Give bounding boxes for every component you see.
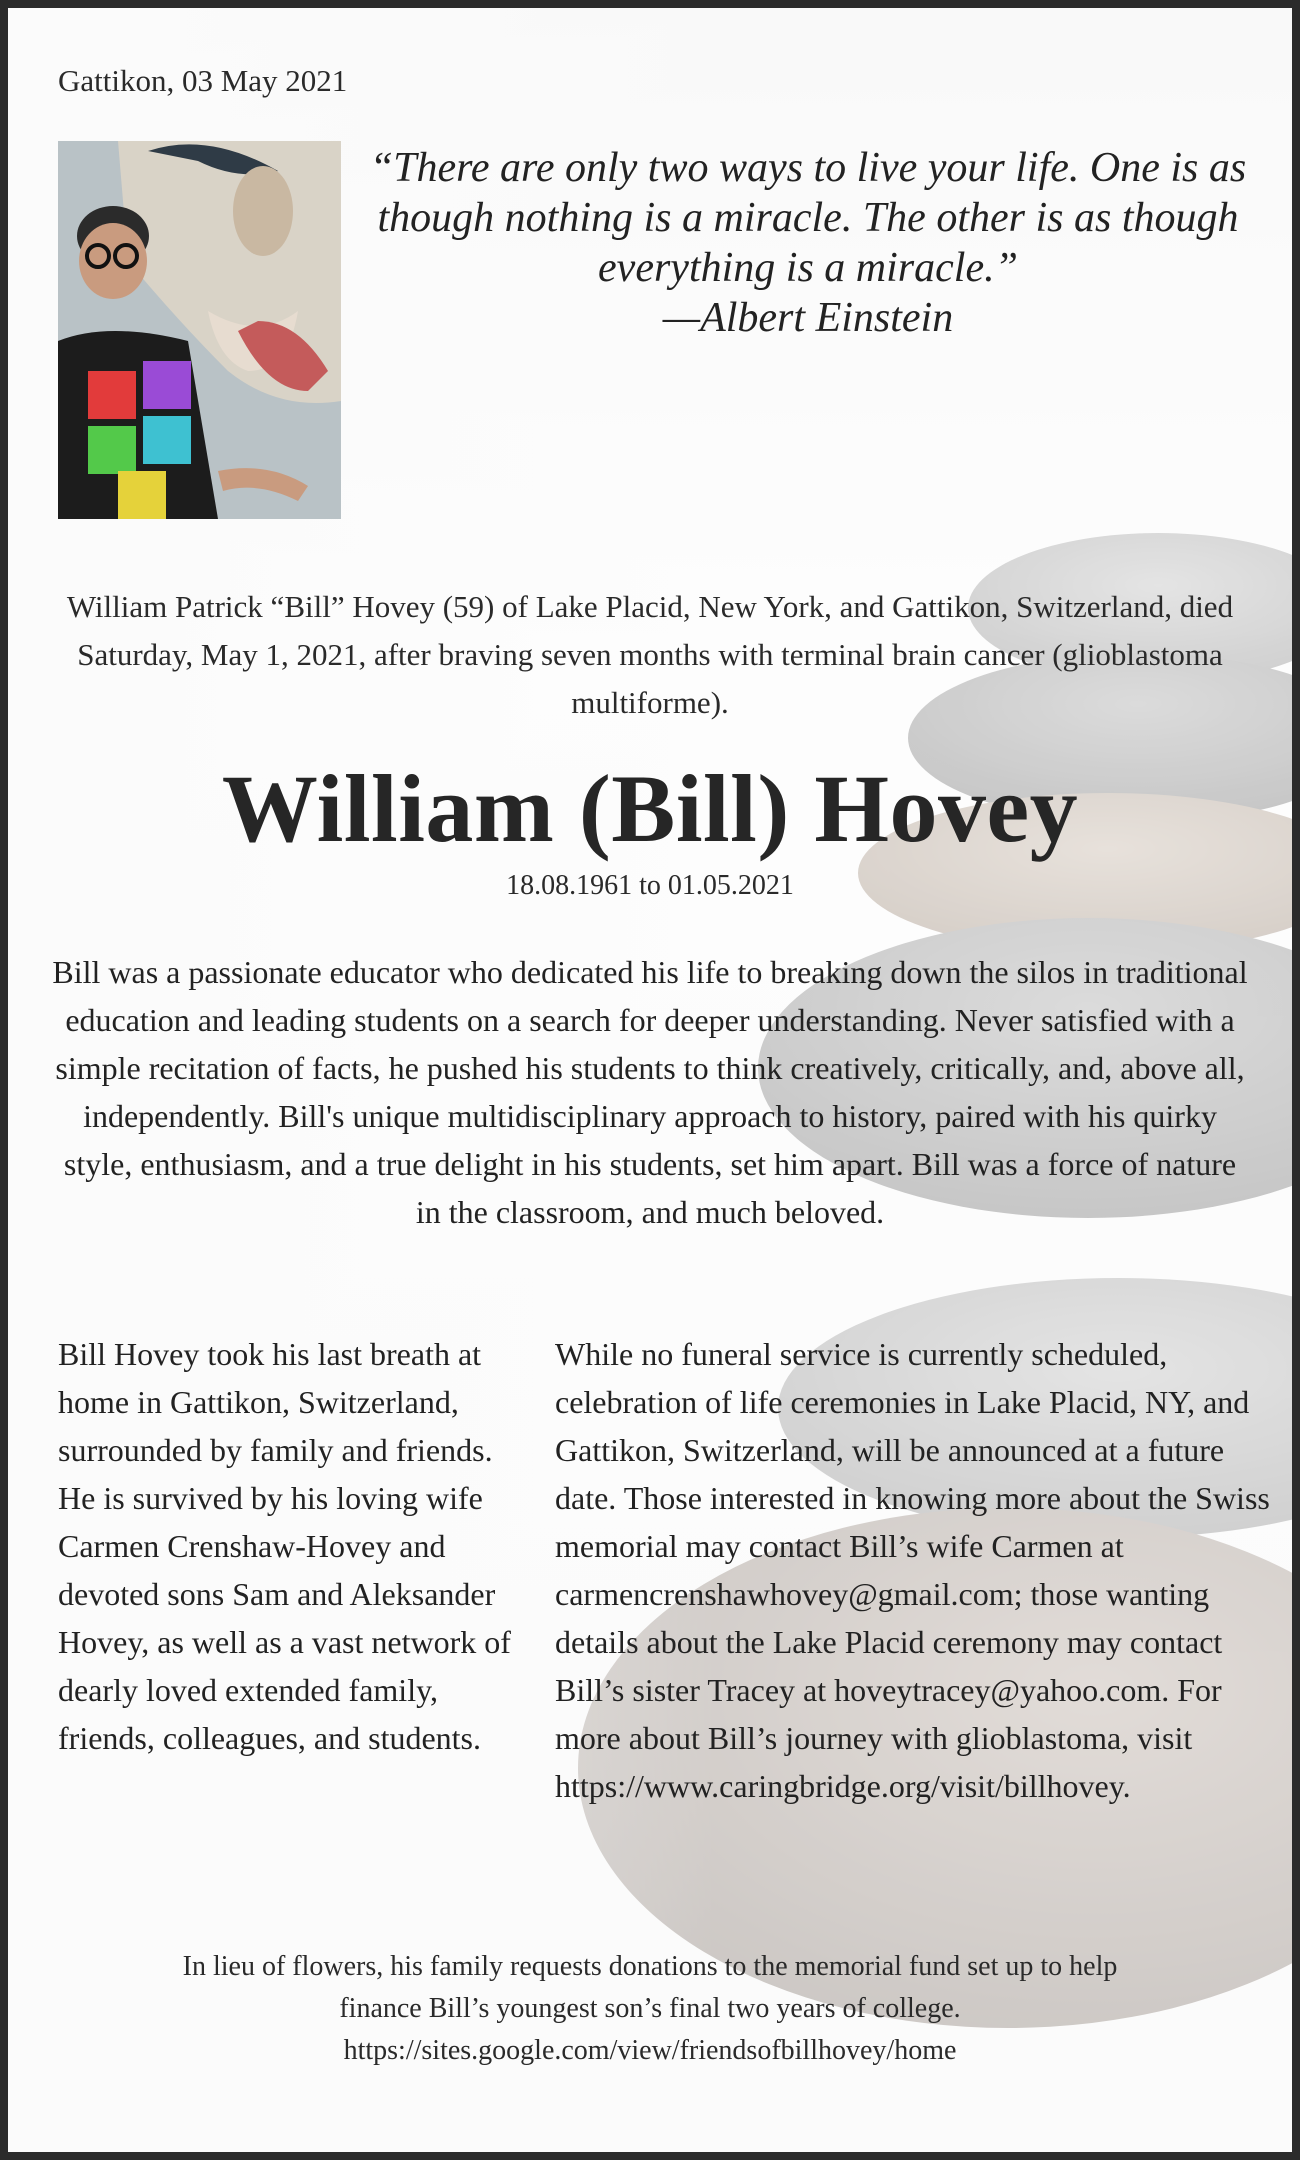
services-paragraph: While no funeral service is currently scheduled, celebration of life ceremonies in Lake Placid, NY, and Gattikon, Switzerland, will be announced at a future date. Those interested in knowing more about the Swiss memorial may contact Bill’s wife Carmen at carmencrenshawhovey@gmail.com; those wanting details about the Lake Placid ceremony may contact Bill’s sister Tracey at hoveytracey@yahoo.com. For more about Bill’s journey with glioblastoma, visit https://www.caringbridge.org/visit/billhovey.	[555, 1336, 1270, 1804]
quote	[358, 143, 1258, 343]
donations-line-1: In lieu of flowers, his family requests donations to the memorial fund set up to help	[182, 1951, 1118, 1982]
quote-author: —Albert Einstein	[662, 295, 954, 341]
donations-line-2: finance Bill’s youngest son’s final two years of college.	[339, 1993, 961, 2024]
biography-paragraph: Bill was a passionate educator who dedicated his life to breaking down the silos in traditional education and leading students on a search for deeper understanding. Never satisfied with a simple recitation of facts, he pushed his students to think creatively, critically, and, above all, independently. Bill's unique multidisciplinary approach to history, paired with his quirky style, enthusiasm, and a true delight in his students, set him apart. Bill was a force of nature in the classroom, and much beloved.	[52, 954, 1248, 1230]
quote-text: “There are only two ways to live your life. One is as though nothing is a miracle. The other is as though everything is a miracle.”	[369, 145, 1247, 291]
portrait-photo	[58, 141, 341, 519]
donations-note	[48, 1946, 1252, 2072]
place-date: Gattikon, 03 May 2021	[58, 63, 348, 98]
memorial-fund-link[interactable]: https://sites.google.com/view/friendsofbillhovey/home	[343, 2035, 957, 2066]
deceased-name: William (Bill) Hovey	[221, 755, 1079, 862]
life-dates: 18.08.1961 to 01.05.2021	[506, 870, 794, 901]
obituary-page	[8, 8, 1292, 2152]
survivors-paragraph: Bill Hovey took his last breath at home in Gattikon, Switzerland, surrounded by family and friends. He is survived by his loving wife Carmen Crenshaw-Hovey and devoted sons Sam and Aleksander Hovey, as well as a vast network of dearly loved extended family, friends, colleagues, and students.	[58, 1336, 511, 1756]
intro-paragraph: William Patrick “Bill” Hovey (59) of Lake Placid, New York, and Gattikon, Switzerland, died Saturday, May 1, 2021, after braving seven months with terminal brain cancer (glioblastoma multiforme).	[66, 589, 1234, 720]
